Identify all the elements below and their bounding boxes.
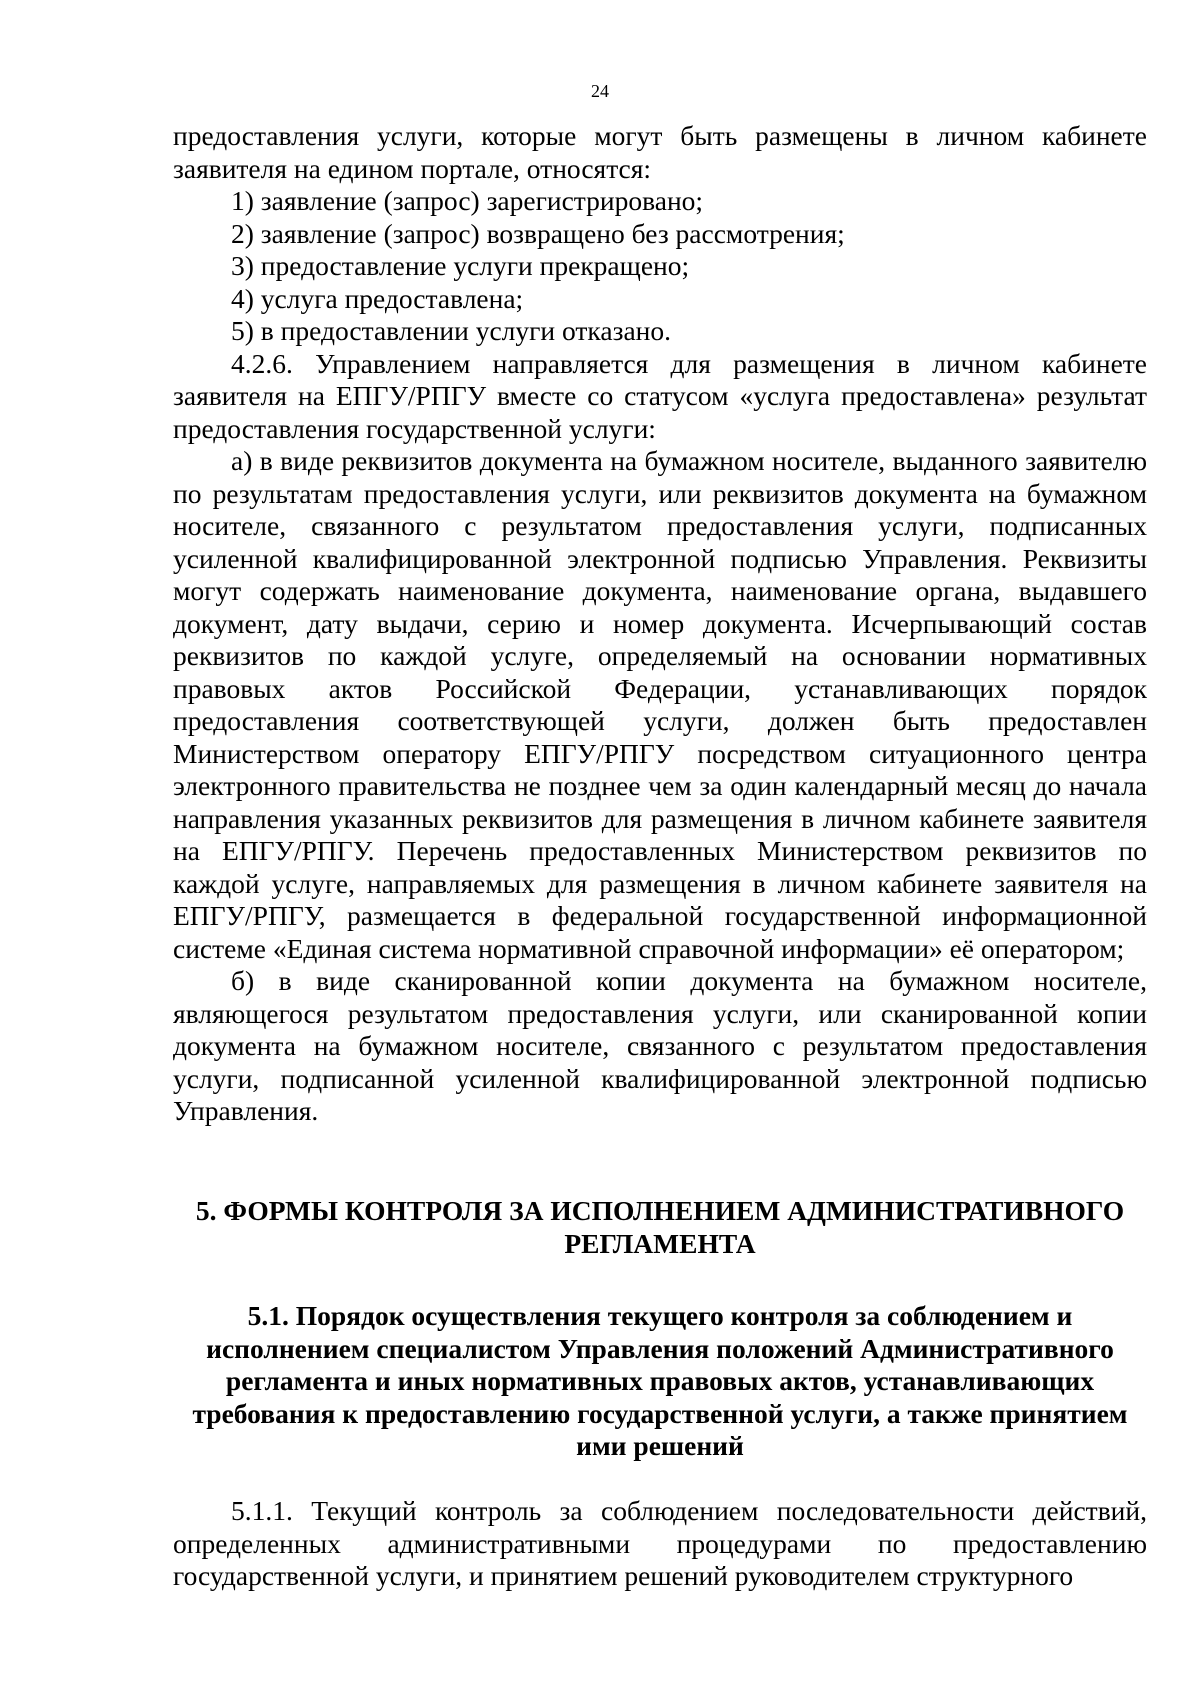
paragraph-a: а) в виде реквизитов документа на бумажном носителе, выданного заявителю по результатам предоставления услуги, или реквизитов документа на бумажном носителе, связанного с результатом предоставления услуги, подписанных усиленной квалифицированной электронной подписью Управления. Реквизиты могут содержать наименование документа, наименование органа, выдавшего документ, дату выдачи, серию и номер документа. Исчерпывающий состав реквизитов по каждой услуге, определяемый на основании нормативных правовых актов Российской Федерации, устанавливающих порядок предоставления соответствующей услуги, должен быть предоставлен Министерством оператору ЕПГУ/РПГУ посредством ситуационного центра электронного правительства не позднее чем за один календарный месяц до начала направления указанных реквизитов для размещения в личном кабинете заявителя на ЕПГУ/РПГУ. Перечень предоставленных Министерством реквизитов по каждой услуге, направляемых для размещения в личном кабинете заявителя на ЕПГУ/РПГУ, размещается в федеральной государственной информационной системе «Единая система нормативной справочной информации» её оператором;	[173, 445, 1147, 964]
section-5-heading-line2: РЕГЛАМЕНТА	[564, 1227, 756, 1259]
body-text-upper	[173, 120, 1147, 1128]
section-5-1-heading: 5.1. Порядок осуществления текущего контроля за соблюдением и исполнением специалистом Управления положений Административного регламента и иных нормативных правовых актов, устанавливающих требования к предоставлению государственной услуги, а также принятием ими решений	[192, 1300, 1128, 1461]
paragraph-4-2-6: 4.2.6. Управлением направляется для размещения в личном кабинете заявителя на ЕПГУ/РПГУ вместе со статусом «услуга предоставлена» результат предоставления государственной услуги:	[173, 347, 1147, 444]
status-item: 2) заявление (запрос) возвращено без рассмотрения;	[231, 217, 845, 249]
paragraph-5-1-1: 5.1.1. Текущий контроль за соблюдением последовательности действий, определенных административными процедурами по предоставлению государственной услуги, и принятием решений руководителем структурного	[173, 1495, 1147, 1591]
top-paragraph: предоставления услуги, которые могут быть размещены в личном кабинете заявителя на едином портале, относятся:	[173, 120, 1147, 184]
body-text-lower	[173, 1495, 1147, 1593]
section-5-heading	[173, 1195, 1147, 1260]
status-item: 5) в предоставлении услуги отказано.	[231, 315, 671, 346]
status-item: 1) заявление (запрос) зарегистрировано;	[231, 185, 704, 216]
status-item: 4) услуга предоставлена;	[231, 282, 524, 314]
page-number: 24	[591, 81, 609, 101]
section-5-heading-line1: 5. ФОРМЫ КОНТРОЛЯ ЗА ИСПОЛНЕНИЕМ АДМИНИСТРАТИВНОГО	[195, 1195, 1125, 1226]
status-item: 3) предоставление услуги прекращено;	[231, 250, 690, 281]
paragraph-b: б) в виде сканированной копии документа на бумажном носителе, являющегося результатом предоставления услуги, или сканированной копии документа на бумажном носителе, связанного с результатом предоставления услуги, подписанной усиленной квалифицированной электронной подписью Управления.	[173, 965, 1147, 1126]
